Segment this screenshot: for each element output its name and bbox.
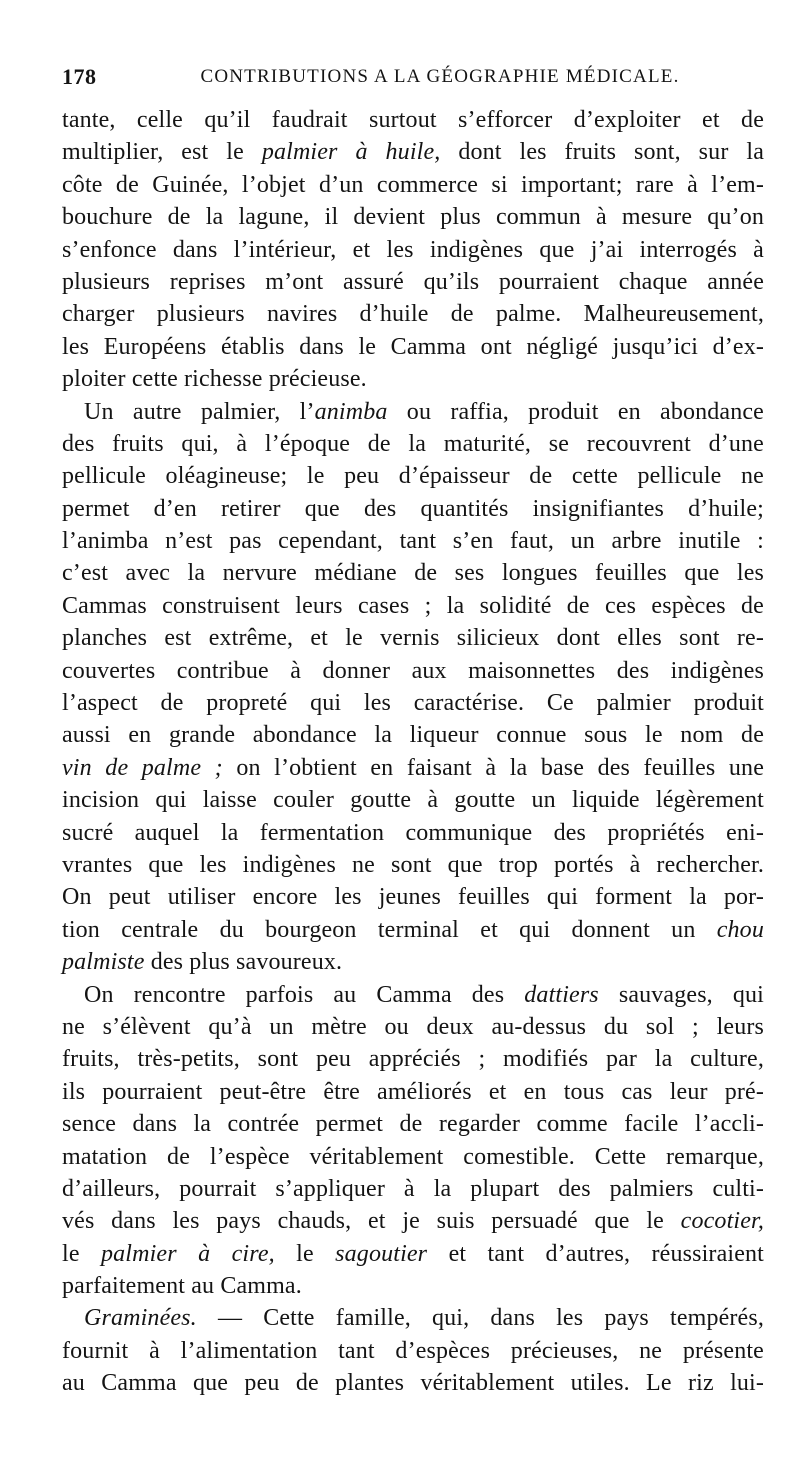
text-line: tion centrale du bourgeon terminal et qui donnent un chou (62, 916, 764, 943)
text-line: des fruits qui, à l’époque de la maturité, se recouvrent d’une (62, 430, 764, 457)
text-line: Cammas construisent leurs cases ; la solidité de ces espèces de (62, 592, 764, 619)
text-line: On rencontre parfois au Camma des dattiers sauvages, qui (84, 981, 764, 1008)
text-line: Graminées. — Cette famille, qui, dans les pays tempérés, (84, 1305, 764, 1332)
text-line: le palmier à cire, le sagoutier et tant d’autres, réussiraient (62, 1240, 764, 1267)
emphasis: vin de palme ; (62, 754, 223, 781)
text-line: pellicule oléagineuse; le peu d’épaisseur de cette pellicule ne (62, 463, 764, 490)
text-line: l’animba n’est pas cependant, tant s’en faut, un arbre inutile : (62, 528, 764, 555)
text-line: multiplier, est le palmier à huile, dont les fruits sont, sur la (62, 139, 764, 166)
text-line: plusieurs reprises m’ont assuré qu’ils pourraient chaque année (62, 268, 764, 295)
text-line: vrantes que les indigènes ne sont que trop portés à rechercher. (62, 851, 764, 878)
text-line: matation de l’espèce véritablement comestible. Cette remarque, (62, 1143, 764, 1170)
text-line: charger plusieurs navires d’huile de palme. Malheureusement, (62, 301, 764, 328)
text-line: sucré auquel la fermentation communique des propriétés eni- (62, 819, 764, 846)
emphasis: palmier à huile, (261, 139, 441, 166)
text-line: vés dans les pays chauds, et je suis persuadé que le cocotier, (62, 1208, 764, 1235)
text-line: au Camma que peu de plantes véritablement utiles. Le riz lui- (62, 1370, 764, 1397)
text-line: l’aspect de propreté qui les caractérise. Ce palmier produit (62, 690, 764, 717)
page-header (62, 64, 762, 94)
page-number: 178 (62, 64, 97, 89)
text-line: fruits, très-petits, sont peu appréciés ; modifiés par la culture, (62, 1046, 764, 1073)
body-text (62, 104, 764, 1400)
text-line: côte de Guinée, l’objet d’un commerce si important; rare à l’em- (62, 171, 764, 198)
text-line: ne s’élèvent qu’à un mètre ou deux au-dessus du sol ; leurs (62, 1013, 764, 1040)
emphasis: chou (716, 916, 764, 943)
text-line: Un autre palmier, l’animba ou raffia, produit en abondance (84, 398, 764, 425)
text-line: vin de palme ; on l’obtient en faisant à la base des feuilles une (62, 754, 765, 781)
text-line: palmiste des plus savoureux. (62, 949, 343, 976)
emphasis: palmier à cire, (101, 1240, 275, 1267)
text-line: On peut utiliser encore les jeunes feuilles qui forment la por- (62, 884, 764, 911)
text-line: sence dans la contrée permet de regarder comme facile l’accli- (62, 1111, 764, 1138)
emphasis: animba (314, 398, 388, 425)
section-heading: Graminées. (84, 1305, 197, 1332)
emphasis: palmiste (62, 949, 145, 976)
text-line: c’est avec la nervure médiane de ses longues feuilles que les (62, 560, 764, 587)
text-line: parfaitement au Camma. (62, 1273, 302, 1300)
text-line: aussi en grande abondance la liqueur connue sous le nom de (62, 722, 764, 749)
emphasis: dattiers (524, 981, 599, 1008)
text-line: les Européens établis dans le Camma ont négligé jusqu’ici d’ex- (62, 333, 764, 360)
emphasis: cocotier, (680, 1208, 764, 1235)
text-line: s’enfonce dans l’intérieur, et les indigènes que j’ai interrogés à (62, 236, 764, 263)
text-line: bouchure de la lagune, il devient plus commun à mesure qu’on (62, 204, 764, 231)
text-line: incision qui laisse couler goutte à goutte un liquide légèrement (62, 787, 764, 814)
emphasis: sagoutier (335, 1240, 428, 1267)
text-line: couvertes contribue à donner aux maisonnettes des indigènes (62, 657, 764, 684)
text-line: planches est extrême, et le vernis silicieux dont elles sont re- (62, 625, 764, 652)
running-head: CONTRIBUTIONS A LA GÉOGRAPHIE MÉDICALE. (200, 66, 680, 87)
text-line: ploiter cette richesse précieuse. (62, 366, 367, 393)
text-line: fournit à l’alimentation tant d’espèces précieuses, ne présente (62, 1337, 764, 1364)
text-line: permet d’en retirer que des quantités insignifiantes d’huile; (62, 495, 764, 522)
text-line: tante, celle qu’il faudrait surtout s’efforcer d’exploiter et de (62, 107, 764, 133)
text-line: ils pourraient peut-être être améliorés et en tous cas leur pré- (62, 1078, 764, 1105)
text-line: d’ailleurs, pourrait s’appliquer à la plupart des palmiers culti- (62, 1175, 764, 1202)
